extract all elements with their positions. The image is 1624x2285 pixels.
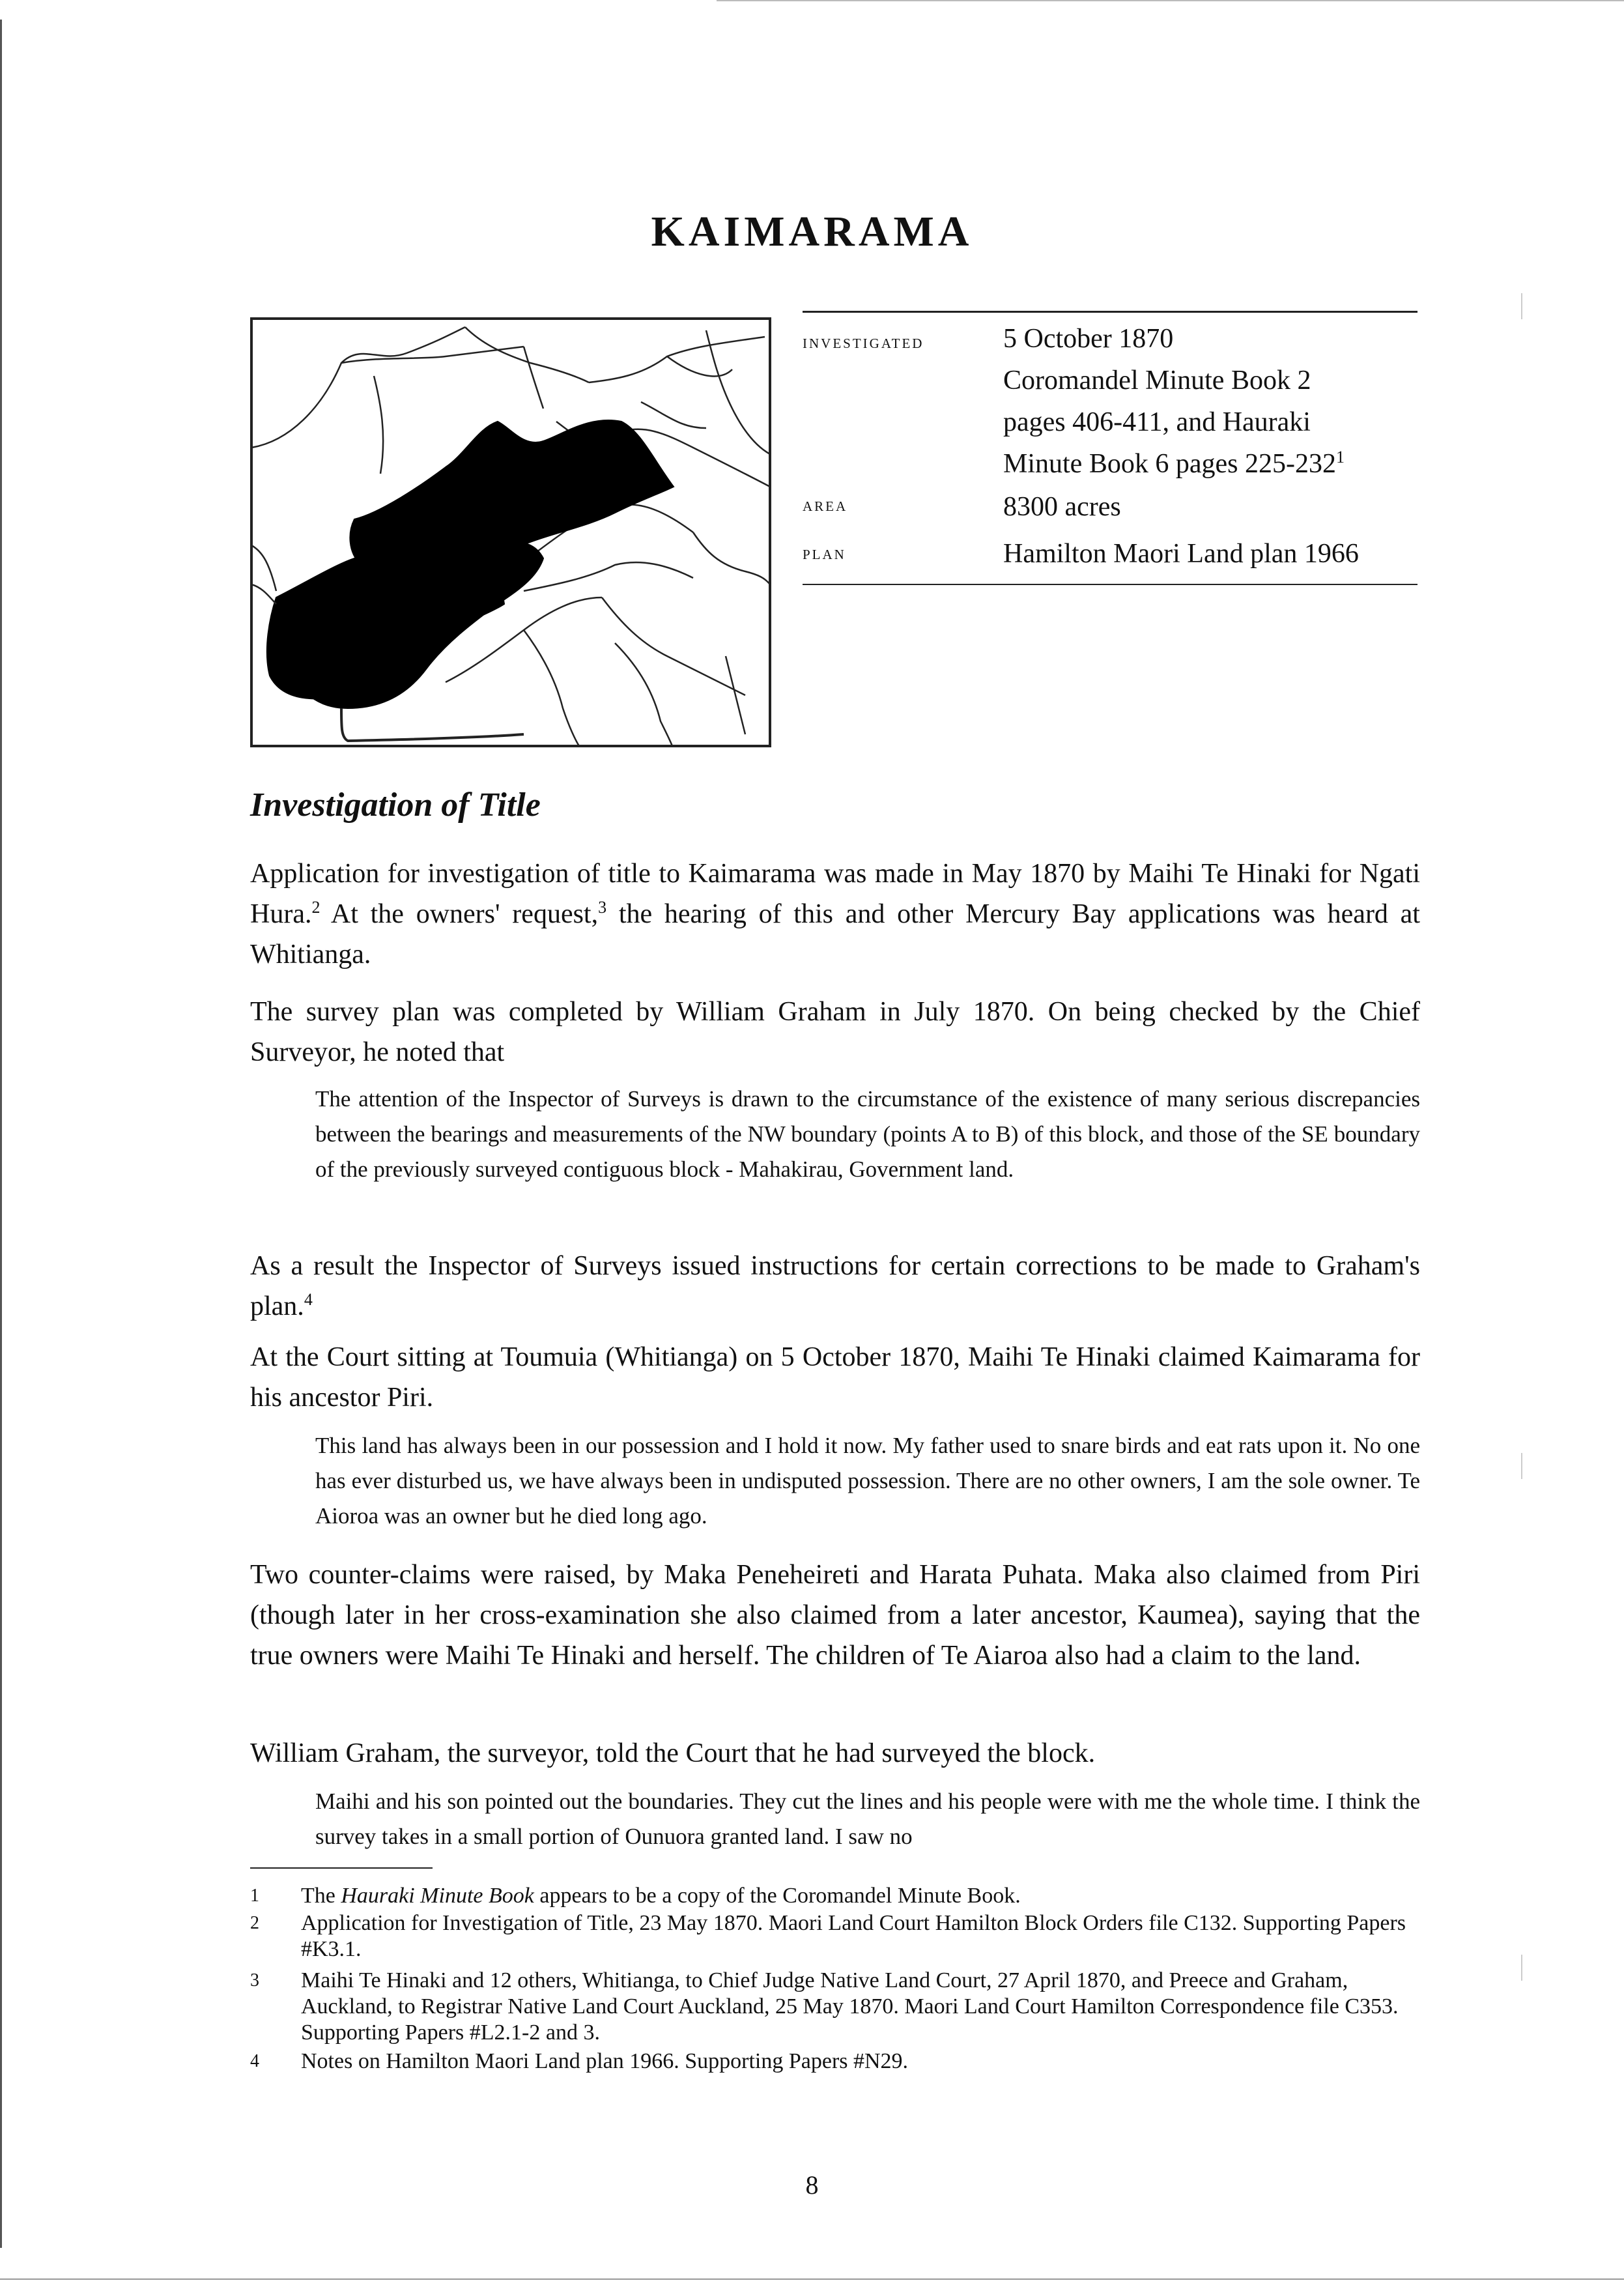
footnote-text: Maihi Te Hinaki and 12 others, Whitianga, to Chief Judge Native Land Court, 27 April 1870, and Preece and Graham, Auckland, to Registrar Native Land Court Auckland, 25 May 1870. Maori Land Court Hamilton Correspondence file C353. Supporting Papers #L2.1-2 and 3. xyxy=(301,1968,1399,2045)
paragraph-4: At the Court sitting at Toumuia (Whitianga) on 5 October 1870, Maihi Te Hinaki claimed Kaimarama for his ancestor Piri. xyxy=(250,1342,1420,1413)
footnote-ref-2[interactable]: 2 xyxy=(311,898,321,917)
plan-label: plan xyxy=(803,542,846,564)
footnote-italic-title: Hauraki Minute Book xyxy=(341,1884,534,1908)
area-row xyxy=(803,485,1417,528)
paragraph-6: William Graham, the surveyor, told the Court that he had surveyed the block. xyxy=(250,1738,1096,1768)
scan-edge-top xyxy=(717,0,1624,1)
footnote-4 xyxy=(250,2048,1420,2075)
investigated-detail-3: Minute Book 6 pages 225-232 xyxy=(1003,449,1336,479)
footnote-ref-4[interactable]: 4 xyxy=(304,1290,313,1309)
footnote-text xyxy=(301,1883,1420,1909)
paragraph-3-text: As a result the Inspector of Surveys issued instructions for certain corrections to be made to Graham's plan. xyxy=(250,1251,1420,1321)
footnote-ref-1[interactable]: 1 xyxy=(1335,448,1345,467)
metadata-bottom-rule xyxy=(803,584,1417,585)
section-heading: Investigation of Title xyxy=(250,786,541,824)
paragraph-1-a: Application for investigation of title to Kaimarama was made in May 1870 by Maihi Te Hinaki for Ngati Hura. xyxy=(250,859,1420,929)
investigated-date: 5 October 1870 xyxy=(1003,324,1174,354)
investigated-label: investigated xyxy=(803,331,924,352)
block-metadata xyxy=(803,311,1417,585)
investigated-detail-3-wrap xyxy=(1003,443,1417,485)
paragraph-3 xyxy=(250,1246,1420,1327)
page-title: KAIMARAMA xyxy=(651,208,973,255)
footnote-text-body: appears to be a copy of the Coromandel Minute Book. xyxy=(534,1884,1021,1908)
quote-2: This land has always been in our possession and I hold it now. My father used to snare birds and eat rats upon it. No one has ever disturbed us, we have always been in undisputed possession. There are no other owners, I am the sole owner. Te Aioroa was an owner but he died long ago. xyxy=(315,1433,1420,1529)
investigated-row xyxy=(803,317,1417,485)
paragraph-5: Two counter-claims were raised, by Maka Peneheireti and Harata Puhata. Maka also claimed from Piri (though later in her cross-examination she also claimed from a later ancestor, Kaumea), saying that the true owners were Maihi Te Hinaki and herself. The children of Te Aiaroa also had a claim to the land. xyxy=(250,1560,1420,1671)
footnote-3 xyxy=(250,1968,1420,2046)
scan-mark xyxy=(1521,1453,1522,1479)
footnote-rule xyxy=(250,1867,433,1869)
area-label: area xyxy=(803,494,848,515)
scan-edge-left xyxy=(0,20,2,2248)
paragraph-2: The survey plan was completed by William Graham in July 1870. On being checked by the Chief Surveyor, he noted that xyxy=(250,997,1420,1067)
area-value: 8300 acres xyxy=(1003,492,1121,522)
footnote-text: Application for Investigation of Title, 23 May 1870. Maori Land Court Hamilton Block Orders file C132. Supporting Papers #K3.1. xyxy=(301,1911,1406,1961)
footnote-text-pre: The xyxy=(301,1884,341,1908)
investigated-detail-2: pages 406-411, and Hauraki xyxy=(1003,407,1311,437)
plan-row xyxy=(803,528,1417,575)
footnote-ref-3[interactable]: 3 xyxy=(598,898,607,917)
metadata-top-rule xyxy=(803,311,1417,313)
plan-value: Hamilton Maori Land plan 1966 xyxy=(1003,539,1359,569)
investigated-value xyxy=(1003,317,1417,485)
paragraph-1-b: At the owners' request, xyxy=(320,899,599,929)
footnote-number: 1 xyxy=(250,1886,259,1906)
footnote-number: 3 xyxy=(250,1970,259,1990)
footnote-number: 2 xyxy=(250,1913,259,1933)
quote-1: The attention of the Inspector of Surveys is drawn to the circumstance of the existence of many serious discrepancies between the bearings and measurements of the NW boundary (points A to B) of this block, and those of the SE boundary of the previously surveyed contiguous block - Mahakirau, Government land. xyxy=(315,1086,1420,1182)
paragraph-1 xyxy=(250,854,1420,975)
investigated-detail-1: Coromandel Minute Book 2 xyxy=(1003,366,1311,395)
scan-mark xyxy=(1521,293,1522,319)
footnote-1 xyxy=(250,1883,1420,1909)
quote-3: Maihi and his son pointed out the boundaries. They cut the lines and his people were with me the whole time. I think the survey takes in a small portion of Ounuora granted land. I saw no xyxy=(315,1789,1420,1849)
location-map xyxy=(250,317,771,747)
scan-mark xyxy=(1521,1955,1522,1981)
footnote-text: Notes on Hamilton Maori Land plan 1966. Supporting Papers #N29. xyxy=(301,2049,909,2073)
footnote-number: 4 xyxy=(250,2051,259,2071)
paragraph-1-c: the hearing of this and other Mercury Bay applications was heard at Whitianga. xyxy=(250,899,1420,970)
page-number: 8 xyxy=(805,2170,819,2200)
scan-edge-bottom xyxy=(0,2278,1624,2280)
footnote-2 xyxy=(250,1910,1420,1962)
